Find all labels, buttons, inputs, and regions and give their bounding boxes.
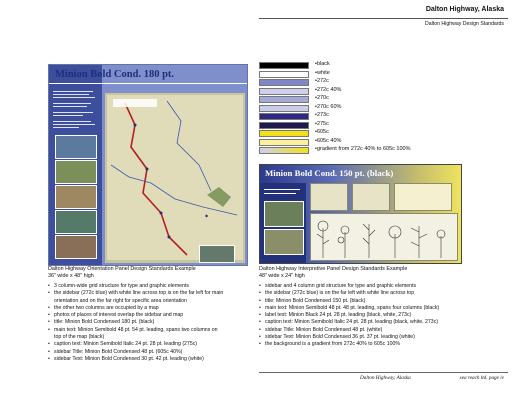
poster-illustration-strip xyxy=(310,213,458,261)
header-divider xyxy=(259,18,508,19)
color-swatch-label: • 605c xyxy=(315,129,329,135)
color-swatch-box xyxy=(259,139,309,146)
color-swatch-box xyxy=(259,130,309,137)
color-swatch-label: • gradient from 272c 40% to 605c 100% xyxy=(315,146,411,152)
sidebar-text-line xyxy=(53,112,93,113)
poster-text-block xyxy=(310,183,348,211)
spec-list-item xyxy=(48,341,223,348)
poster-photo xyxy=(55,210,97,234)
spec-list-item xyxy=(48,305,223,312)
spec-list-item xyxy=(48,312,223,319)
spec-list-item: • main text: Minion Semibold 48 pt. 48 pt. leading, spans four columns (black) xyxy=(259,305,439,312)
sidebar-text-line xyxy=(53,91,93,92)
color-swatch-label: • 605c 40% xyxy=(315,138,341,144)
poster-photo xyxy=(55,185,97,209)
spec-list-text: top of the map (black) xyxy=(54,334,105,341)
color-swatch-label: • 275c xyxy=(315,121,329,127)
color-swatch-box xyxy=(259,113,309,120)
spec-list-item xyxy=(48,283,223,290)
spec-list-text: • sidebar Text: Minion Bold Condensed 30 pt. 42 pt. leading (white) xyxy=(54,355,204,362)
color-swatch-box xyxy=(259,96,309,103)
spec-list-item: • label text: Minion Black 24 pt. 28 pt. leading (black, white, 273c) xyxy=(259,312,439,319)
interpretive-panel-example xyxy=(259,164,462,264)
svg-text:◆: ◆ xyxy=(205,213,209,218)
color-swatch-box xyxy=(259,147,309,154)
orientation-panel-example xyxy=(48,64,248,266)
color-swatch-box xyxy=(259,88,309,95)
color-swatch-label: • 272c 40% xyxy=(315,87,341,93)
color-swatch-label: • black xyxy=(315,61,330,67)
orientation-poster-heading: Minion Bold Cond. 180 pt. xyxy=(55,69,175,80)
document-title: Dalton Highway, Alaska xyxy=(425,6,504,13)
color-swatch-label: • white xyxy=(315,70,330,76)
spec-list-text: • sidebar Title: Minion Bold Condensed 48 pt. (605c 40%) xyxy=(54,348,183,355)
spec-list-item xyxy=(48,349,223,356)
poster-text-block xyxy=(352,183,390,211)
interpretive-spec-list xyxy=(259,283,439,349)
spec-list-text: orientation and on the far right for specific area orientation xyxy=(54,297,187,304)
spec-list-text: • main text: Minion Semibold 48 pt. 54 pt. leading, spans two columns on xyxy=(54,326,218,333)
poster-photo xyxy=(55,235,97,259)
color-swatch-box xyxy=(259,105,309,112)
poster-photo xyxy=(264,229,304,255)
spec-list-item xyxy=(48,327,223,342)
plant-illustrations xyxy=(311,214,457,260)
sidebar-text-line xyxy=(53,127,79,128)
interpretive-caption-size: 48" wide x 24" high xyxy=(259,273,305,279)
poster-photo xyxy=(199,245,235,263)
spec-list-item: • sidebar and 4 column grid structure for type and graphic elements xyxy=(259,283,439,290)
poster-photo xyxy=(264,201,304,227)
sidebar-text-line xyxy=(53,97,95,98)
sidebar-text-line xyxy=(53,106,87,107)
spec-list-item: • sidebar Title: Minion Bold Condensed 48 pt. (white) xyxy=(259,327,439,334)
spec-list-text: • title: Minion Bold Condensed 180 pt. (black) xyxy=(54,319,155,326)
color-swatch-label: • 270c 60% xyxy=(315,104,341,110)
spec-list-item: • caption text: Minion Semibold Italic 24 pt. 28 pt. leading (black, white, 273c) xyxy=(259,319,439,326)
spec-list-item: • title: Minion Bold Condensed 150 pt. (black) xyxy=(259,298,439,305)
color-swatch-label: • 270c xyxy=(315,95,329,101)
color-swatch-label: • 272c xyxy=(315,78,329,84)
spec-list-text: • caption text: Minion Semibold Italic 24 pt. 28 pt. leading (275c) xyxy=(54,341,198,348)
poster-text-block xyxy=(394,183,452,211)
spec-list-item xyxy=(48,290,223,305)
sidebar-text-line xyxy=(264,193,296,194)
sidebar-top-line xyxy=(49,83,247,84)
color-swatch-label: • 273c xyxy=(315,112,329,118)
footer-right-text: sea reach ltd. page iv xyxy=(459,375,504,381)
document-subtitle: Dalton Highway Design Standards xyxy=(424,21,504,27)
map-route-graphic xyxy=(107,95,243,260)
orientation-spec-list xyxy=(48,283,223,363)
color-swatch-box xyxy=(259,71,309,78)
footer-left-text: Dalton Highway, Alaska xyxy=(360,375,411,381)
spec-list-text: • photos of places of interest overlap the sidebar and map xyxy=(54,312,184,319)
color-swatch-box xyxy=(259,79,309,86)
sidebar-text-line xyxy=(53,121,91,122)
footer-divider xyxy=(259,372,508,373)
spec-list-text: • 3 column-wide grid structure for type and graphic elements xyxy=(54,283,189,289)
sidebar-text-line xyxy=(264,189,300,190)
interpretive-poster-heading: Minion Bold Cond. 150 pt. (black) xyxy=(265,168,394,178)
sidebar-text-line xyxy=(53,94,89,95)
sidebar-text-line xyxy=(53,124,95,125)
spec-list-item xyxy=(48,356,223,363)
spec-list-item xyxy=(48,319,223,326)
orientation-caption-title: Dalton Highway Orientation Panel Design Standards Example xyxy=(48,266,196,272)
spec-list-item: • the background is a gradient from 272c 40% to 605c 100% xyxy=(259,341,439,348)
spec-list-text: • the other two columns are occupied by a map xyxy=(54,304,159,311)
sidebar-text-line xyxy=(53,103,91,104)
interpretive-caption-title: Dalton Highway Interpretive Panel Design Standards Example xyxy=(259,266,408,272)
poster-map-terrain xyxy=(107,95,243,260)
poster-photo xyxy=(55,135,97,159)
spec-list-item: • the sidebar (272c blue) is on the far left with white line across top xyxy=(259,290,439,297)
spec-list-item: • sidebar Text: Minion Bold Condensed 36 pt. 37 pt. leading (white) xyxy=(259,334,439,341)
orientation-caption-size: 36" wide x 48" high xyxy=(48,273,94,279)
color-swatch-box xyxy=(259,122,309,129)
spec-list-text: • the sidebar (272c blue) with white line across top is on the far left for main xyxy=(54,290,224,297)
sidebar-text-line xyxy=(53,115,83,116)
color-swatch-box xyxy=(259,62,309,69)
poster-photo xyxy=(55,160,97,184)
